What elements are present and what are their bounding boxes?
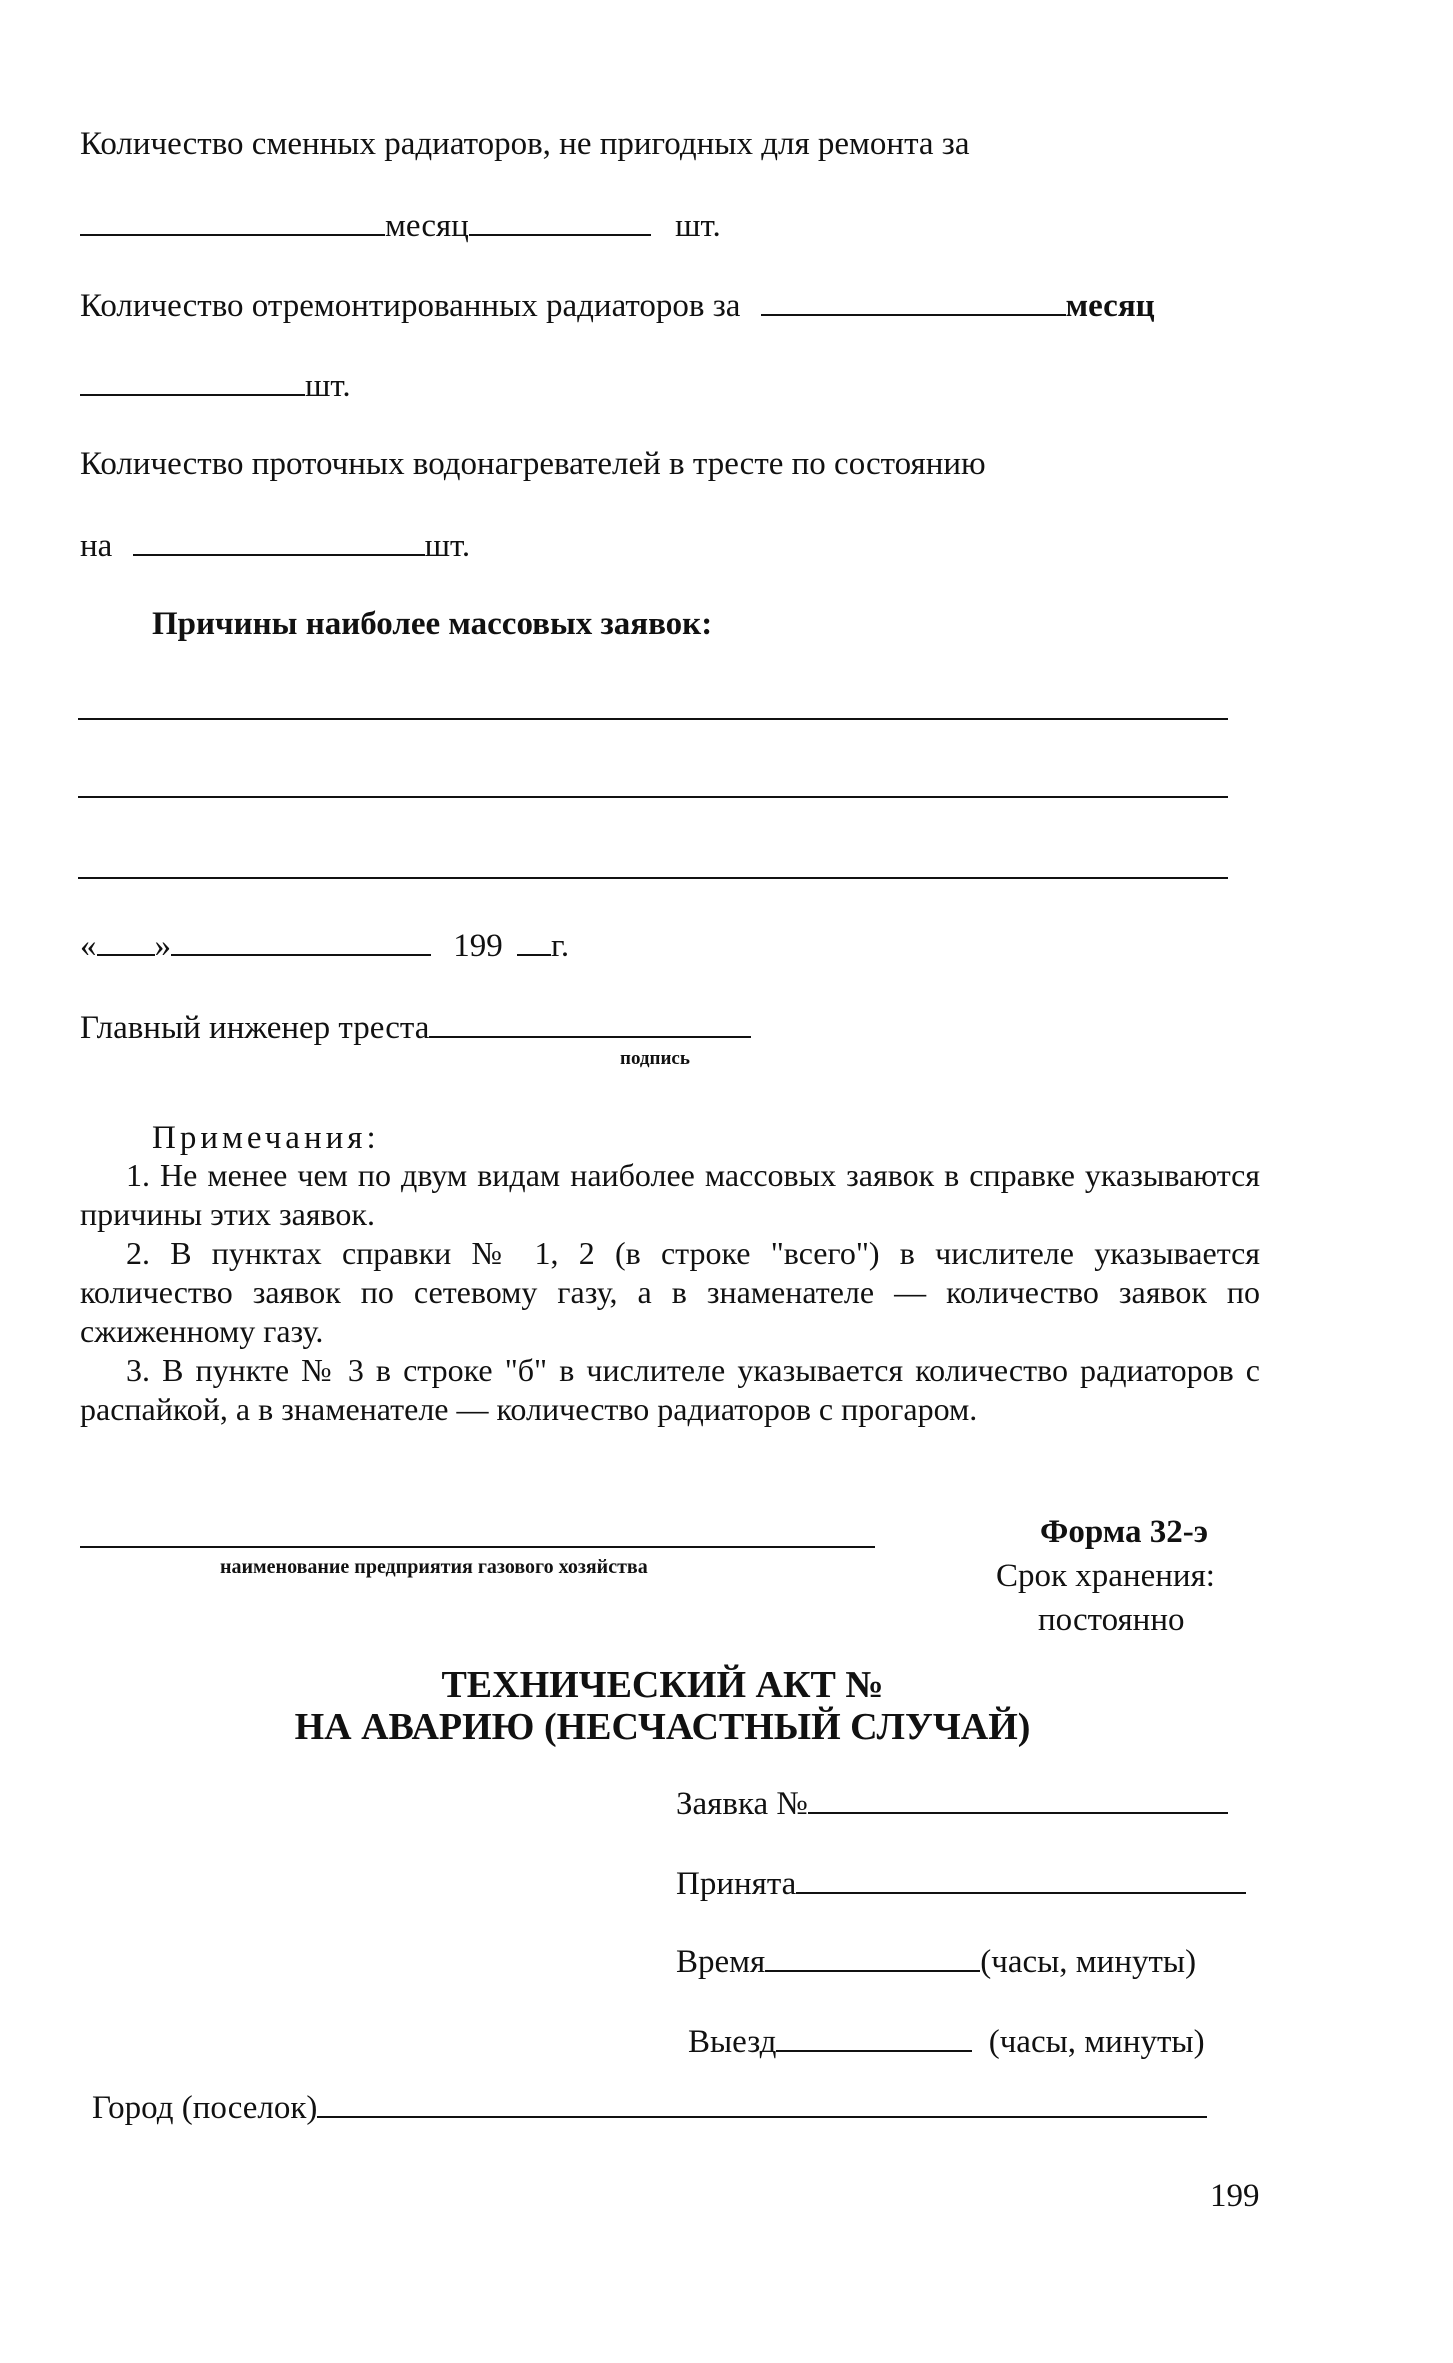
sentence-repaired-radiators: Количество отремонтированных радиаторов за месяц — [80, 284, 1155, 326]
note-item: 3. В пункте № 3 в строке "б" в числителе указывается количество радиаторов с распайкой, а в знаменателе — количество радиаторов с прогаром. — [80, 1352, 1260, 1427]
blank-field[interactable] — [761, 284, 1066, 316]
city-row: Город (поселок) — [92, 2086, 1207, 2128]
reasons-line-1[interactable] — [78, 718, 1228, 720]
chief-engineer-row: Главный инженер треста — [80, 1006, 751, 1048]
note-item: 2. В пунктах справки № 1, 2 (в строке "всего") в числителе указывается количество заявок по сетевому газу, а в знаменателе — количество заявок по сжиженному газу. — [80, 1235, 1260, 1349]
accepted-field[interactable] — [796, 1862, 1246, 1894]
time-row: Время (часы, минуты) — [676, 1940, 1196, 1982]
act-title-line2: НА АВАРИЮ (НЕСЧАСТНЫЙ СЛУЧАЙ) — [294, 1706, 1031, 1748]
blank-field[interactable] — [469, 204, 651, 236]
reasons-line-3[interactable] — [78, 877, 1228, 879]
signature-field[interactable] — [429, 1006, 751, 1038]
heaters-count-row: на шт. — [80, 524, 470, 566]
month-count-row: месяц шт. — [80, 204, 721, 246]
signature-caption: подпись — [620, 1048, 690, 1069]
accepted-row: Принята — [676, 1862, 1246, 1904]
departure-field[interactable] — [776, 2020, 972, 2052]
city-field[interactable] — [317, 2086, 1207, 2118]
storage-value: постоянно — [1038, 1602, 1185, 1638]
date-year-field[interactable] — [517, 924, 551, 956]
page-number: 199 — [1210, 2178, 1260, 2214]
act-title-line1: ТЕХНИЧЕСКИЙ АКТ № — [441, 1664, 884, 1706]
date-row: « » 199 г. — [80, 924, 569, 966]
reasons-line-2[interactable] — [78, 796, 1228, 798]
storage-label: Срок хранения: — [996, 1558, 1215, 1594]
note-item: 1. Не менее чем по двум видам наиболее массовых заявок в справке указываются причины этих заявок. — [80, 1157, 1260, 1232]
repaired-count-row: шт. — [80, 364, 351, 406]
date-day-field[interactable] — [97, 924, 155, 956]
notes-heading: Примечания: — [152, 1120, 380, 1156]
org-name-line[interactable] — [80, 1546, 875, 1548]
reasons-heading: Причины наиболее массовых заявок: — [152, 606, 713, 642]
request-number-field[interactable] — [808, 1782, 1228, 1814]
blank-field[interactable] — [80, 204, 385, 236]
blank-field[interactable] — [80, 364, 305, 396]
notes-list — [80, 1156, 1260, 1429]
form-number: Форма 32-э — [1040, 1514, 1208, 1550]
date-month-field[interactable] — [171, 924, 431, 956]
departure-row: Выезд (часы, минуты) — [688, 2020, 1205, 2062]
sentence-water-heaters: Количество проточных водонагревателей в тресте по состоянию — [80, 446, 986, 482]
time-field[interactable] — [765, 1940, 980, 1972]
blank-field[interactable] — [133, 524, 425, 556]
org-name-caption: наименование предприятия газового хозяйства — [220, 1556, 648, 1578]
sentence-replacement-radiators: Количество сменных радиаторов, не пригодных для ремонта за — [80, 126, 970, 162]
request-number-row: Заявка № — [676, 1782, 1228, 1824]
